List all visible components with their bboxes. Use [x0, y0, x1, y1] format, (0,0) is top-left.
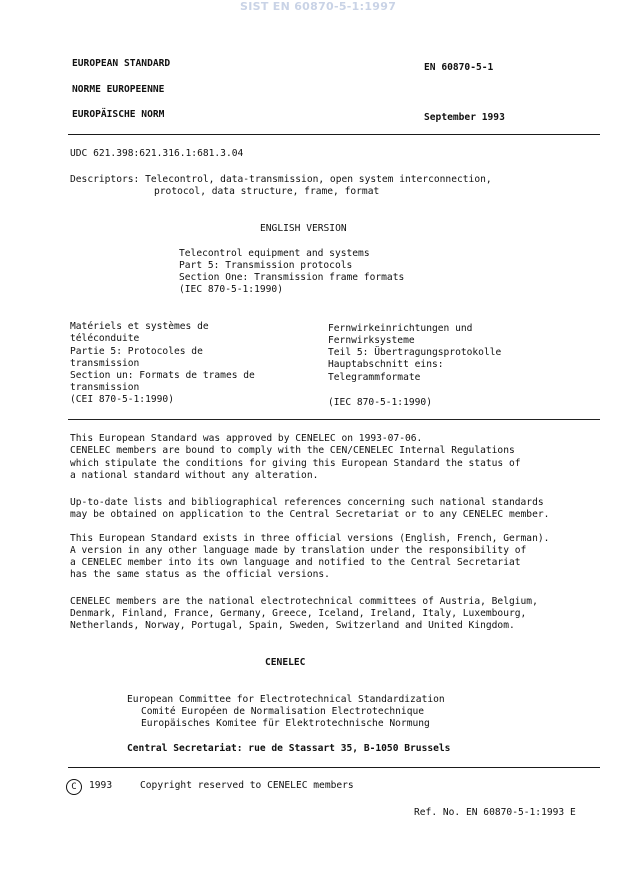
french-title-line: Partie 5: Protocoles de: [70, 346, 203, 357]
english-title-line: (IEC 870-5-1:1990): [179, 284, 283, 295]
standard-title-fr: NORME EUROPEENNE: [72, 84, 165, 95]
paragraph-line: This European Standard exists in three official versions (English, French, German).: [70, 533, 550, 544]
german-title-line: Fernwirksysteme: [328, 335, 415, 346]
german-title-line: (IEC 870-5-1:1990): [328, 397, 432, 408]
english-title-line: Part 5: Transmission protocols: [179, 260, 353, 271]
paragraph-line: which stipulate the conditions for giving this European Standard the status of: [70, 458, 521, 469]
section-divider: [68, 419, 600, 420]
central-secretariat-address: Central Secretariat: rue de Stassart 35, B-1050 Brussels: [127, 743, 451, 754]
paragraph-line: a national standard without any alteration.: [70, 470, 319, 481]
german-title-line: Telegrammformate: [328, 372, 421, 383]
paragraph-line: Denmark, Finland, France, Germany, Greece, Iceland, Ireland, Italy, Luxembourg,: [70, 608, 527, 619]
copyright-icon: C: [66, 779, 82, 795]
french-title-line: Matériels et systèmes de: [70, 321, 209, 332]
descriptors-line-2: protocol, data structure, frame, format: [154, 186, 380, 197]
paragraph-line: CENELEC members are the national electrotechnical committees of Austria, Belgium,: [70, 596, 538, 607]
paragraph-line: a CENELEC member into its own language and notified to the Central Secretariat: [70, 557, 521, 568]
german-title-line: Hauptabschnitt eins:: [328, 359, 444, 370]
udc-code: UDC 621.398:621.316.1:681.3.04: [70, 148, 244, 159]
french-title-line: téléconduite: [70, 333, 140, 344]
cenelec-name-en: European Committee for Electrotechnical Standardization: [127, 694, 445, 705]
french-title-line: Section un: Formats de trames de: [70, 370, 255, 381]
english-title-line: Section One: Transmission frame formats: [179, 272, 405, 283]
cenelec-name-de: Europäisches Komitee für Elektrotechnische Normung: [141, 718, 430, 729]
reference-number: Ref. No. EN 60870-5-1:1993 E: [414, 807, 576, 818]
english-title-line: Telecontrol equipment and systems: [179, 248, 370, 259]
german-title-line: Fernwirkeinrichtungen und: [328, 323, 473, 334]
paragraph-line: Netherlands, Norway, Portugal, Spain, Sweden, Switzerland and United Kingdom.: [70, 620, 515, 631]
standard-title-en: EUROPEAN STANDARD: [72, 58, 171, 69]
french-title-line: (CEI 870-5-1:1990): [70, 394, 174, 405]
header-divider: [68, 134, 600, 135]
standard-title-de: EUROPÄISCHE NORM: [72, 109, 165, 120]
paragraph-line: has the same status as the official versions.: [70, 569, 330, 580]
cenelec-title: CENELEC: [265, 657, 306, 668]
paragraph-line: A version in any other language made by translation under the responsibility of: [70, 545, 527, 556]
french-title-line: transmission: [70, 382, 140, 393]
publication-date: September 1993: [424, 112, 505, 123]
german-title-line: Teil 5: Übertragungsprotokolle: [328, 347, 502, 358]
french-title-line: transmission: [70, 358, 140, 369]
paragraph-line: may be obtained on application to the Central Secretariat or to any CENELEC member.: [70, 509, 550, 520]
footer-divider: [68, 767, 600, 768]
english-version-label: ENGLISH VERSION: [260, 223, 347, 234]
paragraph-line: Up-to-date lists and bibliographical references concerning such national standards: [70, 497, 544, 508]
descriptors-line-1: Descriptors: Telecontrol, data-transmission, open system interconnection,: [70, 174, 492, 185]
copyright-text: Copyright reserved to CENELEC members: [140, 780, 354, 791]
paragraph-line: This European Standard was approved by CENELEC on 1993-07-06.: [70, 433, 423, 444]
copyright-year: 1993: [89, 780, 113, 791]
paragraph-line: CENELEC members are bound to comply with the CEN/CENELEC Internal Regulations: [70, 445, 515, 456]
cenelec-name-fr: Comité Européen de Normalisation Electrotechnique: [141, 706, 425, 717]
watermark-text: SIST EN 60870-5-1:1997: [240, 0, 397, 13]
standard-number: EN 60870-5-1: [424, 62, 494, 73]
